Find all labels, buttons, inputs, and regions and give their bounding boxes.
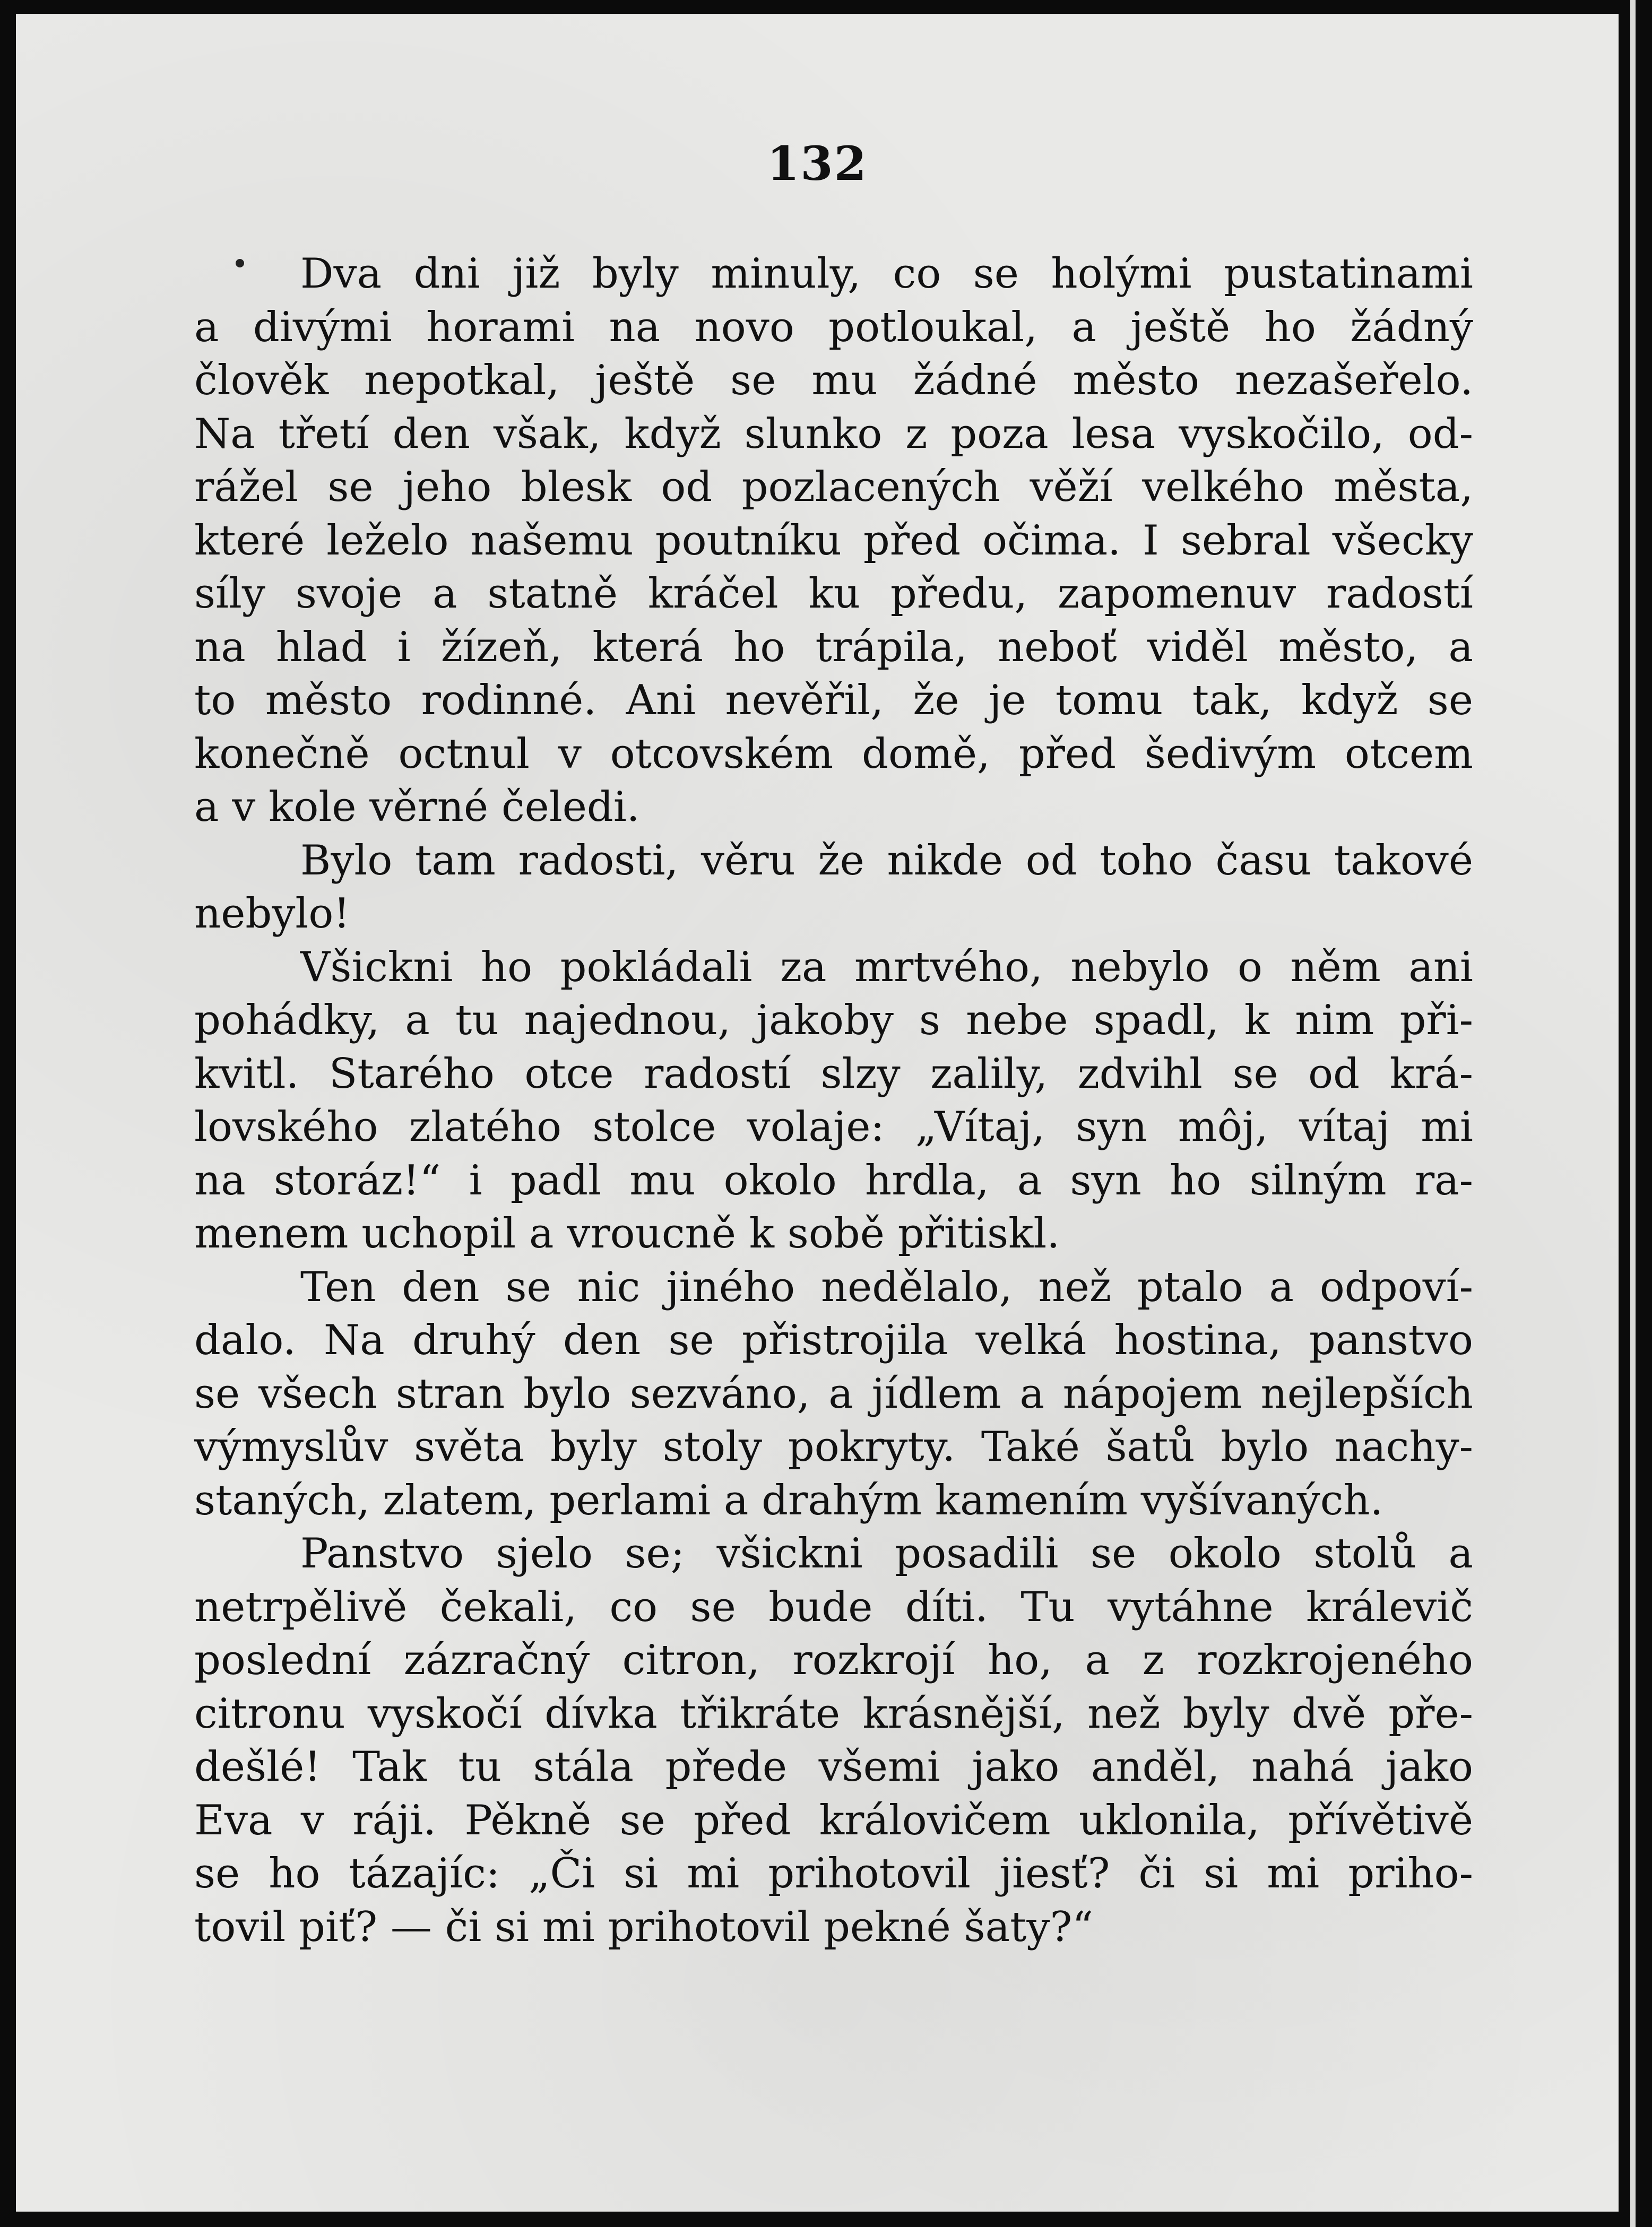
text-line: dalo. Na druhý den se přistrojila velká hostina, panstvo <box>194 1316 1473 1364</box>
text-line: lovského zlatého stolce volaje: „Vítaj, syn môj, vítaj mi <box>194 1103 1473 1151</box>
text-line: které leželo našemu poutníku před očima. I sebral všecky <box>194 516 1473 565</box>
text-line: Bylo tam radosti, věru že nikde od toho času takové <box>300 836 1473 885</box>
text-line: Panstvo sjelo se; všickni posadili se okolo stolů a <box>300 1530 1473 1578</box>
book-page <box>16 14 1619 2212</box>
text-line: netrpělivě čekali, co se bude díti. Tu vytáhne králevič <box>194 1583 1473 1631</box>
text-line: síly svoje a statně kráčel ku předu, zapomenuv radostí <box>194 570 1473 618</box>
text-line: dešlé! Tak tu stála přede všemi jako anděl, nahá jako <box>194 1743 1473 1791</box>
text-line: tovil piť? — či si mi prihotovil pekné šaty?“ <box>194 1903 1094 1951</box>
text-line: poslední zázračný citron, rozkrojí ho, a z rozkrojeného <box>194 1636 1473 1684</box>
text-line: a v kole věrné čeledi. <box>194 783 640 831</box>
text-line: to město rodinné. Ani nevěřil, že je tomu tak, když se <box>194 677 1473 724</box>
text-line: nebylo! <box>194 890 350 938</box>
text-line: Dva dni již byly minuly, co se holými pustatinami <box>300 250 1473 298</box>
text-line: na storáz!“ i padl mu okolo hrdla, a syn ho silným ra- <box>194 1156 1473 1205</box>
text-line: na hlad i žízeň, která ho trápila, neboť viděl město, a <box>194 623 1473 671</box>
text-line: Ten den se nic jiného nedělalo, než ptalo a odpoví- <box>300 1263 1473 1311</box>
text-line: rážel se jeho blesk od pozlacených věží velkého města, <box>194 463 1473 511</box>
text-line: Eva v ráji. Pěkně se před královičem uklonila, přívětivě <box>194 1796 1473 1844</box>
page-number: 132 <box>767 136 868 191</box>
page-edge-strip <box>1630 0 1636 2227</box>
text-line: Všickni ho pokládali za mrtvého, nebylo o něm ani <box>300 943 1473 991</box>
text-line: se všech stran bylo sezváno, a jídlem a nápojem nejlepších <box>194 1370 1473 1418</box>
text-line: Na třetí den však, když slunko z poza lesa vyskočilo, od- <box>194 410 1473 458</box>
text-line: konečně octnul v otcovském domě, před šedivým otcem <box>194 730 1473 778</box>
text-line: pohádky, a tu najednou, jakoby s nebe spadl, k nim při- <box>194 996 1473 1044</box>
body-text <box>194 247 1473 1954</box>
text-line: se ho tázajíc: „Či si mi prihotovil jiesť? či si mi priho- <box>194 1850 1473 1897</box>
text-line: staných, zlatem, perlami a drahým kamením vyšívaných. <box>194 1476 1383 1524</box>
text-line: menem uchopil a vroucně k sobě přitiskl. <box>194 1210 1060 1258</box>
text-line: člověk nepotkal, ještě se mu žádné město nezašeřelo. <box>194 357 1473 404</box>
text-line: a divými horami na novo potloukal, a ještě ho žádný <box>194 303 1473 351</box>
text-line: citronu vyskočí dívka třikráte krásnější, než byly dvě pře- <box>194 1689 1473 1738</box>
text-line: výmyslův světa byly stoly pokryty. Také šatů bylo nachy- <box>194 1423 1473 1471</box>
text-line: kvitl. Starého otce radostí slzy zalily, zdvihl se od krá- <box>194 1050 1473 1098</box>
